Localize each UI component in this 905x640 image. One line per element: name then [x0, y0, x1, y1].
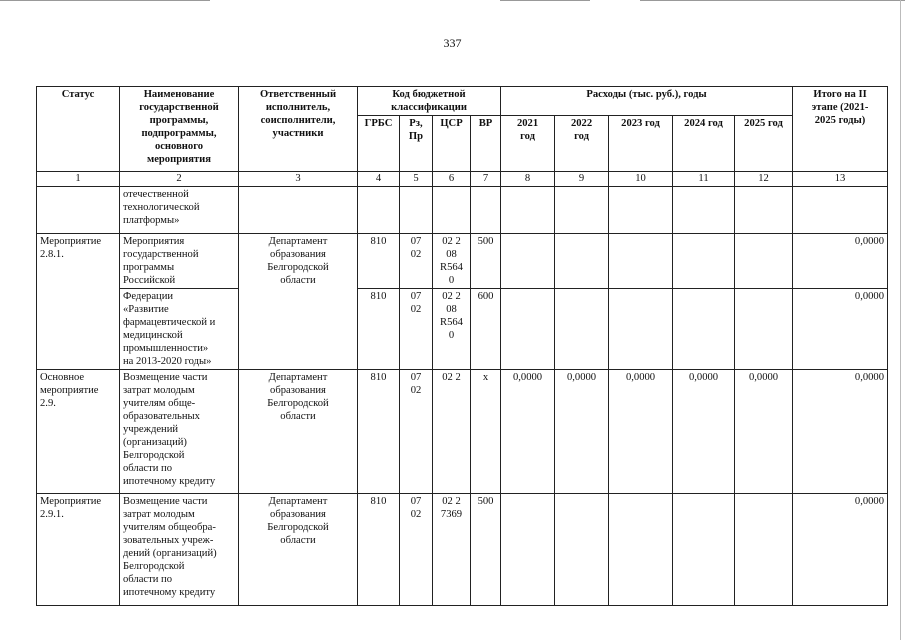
- status-cell: Основное мероприятие 2.9.: [37, 370, 120, 494]
- rz-pr-cell: 07 02: [400, 370, 433, 494]
- year-2024-cell: 0,0000: [673, 370, 735, 494]
- column-number: 8: [501, 172, 555, 187]
- header-expenses: Расходы (тыс. руб.), годы: [501, 87, 793, 116]
- rz-pr-cell: 07 02: [400, 234, 433, 289]
- column-number: 12: [735, 172, 793, 187]
- grbs-cell: 810: [358, 370, 400, 494]
- vr-cell: x: [471, 370, 501, 494]
- program-name-cell: Мероприятия государственной программы Российской: [120, 234, 239, 289]
- total-cell: 0,0000: [793, 289, 888, 370]
- year-2022-cell: 0,0000: [555, 370, 609, 494]
- vr-cell: 500: [471, 494, 501, 606]
- budget-table: [36, 86, 888, 606]
- scan-edge-line-right: [640, 0, 905, 1]
- grbs-cell: 810: [358, 289, 400, 370]
- total-cell: 0,0000: [793, 370, 888, 494]
- column-number: 4: [358, 172, 400, 187]
- header-year-2022: 2022 год: [555, 116, 609, 172]
- status-cell: Мероприятие 2.8.1.: [37, 234, 120, 370]
- header-row-1: [37, 87, 888, 116]
- executor-cell: Департамент образования Белгородской области: [239, 370, 358, 494]
- csr-cell: 02 2 08 R564 0: [433, 234, 471, 289]
- year-2023-cell: 0,0000: [609, 370, 673, 494]
- column-number: 2: [120, 172, 239, 187]
- column-number: 3: [239, 172, 358, 187]
- vr-cell: 500: [471, 234, 501, 289]
- executor-cell: Департамент образования Белгородской области: [239, 234, 358, 370]
- header-grbs: ГРБС: [358, 116, 400, 172]
- header-year-2021: 2021 год: [501, 116, 555, 172]
- header-total: Итого на II этапе (2021- 2025 годы): [793, 87, 888, 172]
- header-year-2023: 2023 год: [609, 116, 673, 172]
- program-name-cell: Возмещение части затрат молодым учителям общеобра- зовательных учреж- дений (организаций) Белгородской области по ипотечному кредиту: [120, 494, 239, 606]
- vr-cell: 600: [471, 289, 501, 370]
- header-status: Статус: [37, 87, 120, 172]
- column-number: 1: [37, 172, 120, 187]
- csr-cell: 02 2: [433, 370, 471, 494]
- scan-right-edge: [900, 0, 901, 640]
- table-row-2-9-1: [37, 494, 888, 606]
- header-year-2025: 2025 год: [735, 116, 793, 172]
- table-row-2-8-1-b: [37, 289, 888, 370]
- program-name-cell: Возмещение части затрат молодым учителям обще- образовательных учреждений (организаций) Белгородской области по ипотечному кредиту: [120, 370, 239, 494]
- column-number: 7: [471, 172, 501, 187]
- header-year-2024: 2024 год: [673, 116, 735, 172]
- year-2021-cell: 0,0000: [501, 370, 555, 494]
- page-number: 337: [443, 36, 462, 50]
- column-number-row: [37, 172, 888, 187]
- header-rz-pr: Рз, Пр: [400, 116, 433, 172]
- column-number: 11: [673, 172, 735, 187]
- header-executor: Ответственный исполнитель, соисполнители, участники: [239, 87, 358, 172]
- executor-cell: Департамент образования Белгородской области: [239, 494, 358, 606]
- csr-cell: 02 2 08 R564 0: [433, 289, 471, 370]
- column-number: 9: [555, 172, 609, 187]
- column-number: 10: [609, 172, 673, 187]
- column-number: 13: [793, 172, 888, 187]
- header-program-name: Наименование государственной программы, подпрограммы, основного мероприятия: [120, 87, 239, 172]
- grbs-cell: 810: [358, 494, 400, 606]
- header-budget-code: Код бюджетной классификации: [358, 87, 501, 116]
- column-number: 5: [400, 172, 433, 187]
- csr-cell: 02 2 7369: [433, 494, 471, 606]
- header-vr: ВР: [471, 116, 501, 172]
- scan-edge-line-mid: [500, 0, 590, 1]
- total-cell: 0,0000: [793, 234, 888, 289]
- total-cell: 0,0000: [793, 494, 888, 606]
- column-number: 6: [433, 172, 471, 187]
- rz-pr-cell: 07 02: [400, 494, 433, 606]
- scan-edge-line-left: [0, 0, 210, 1]
- grbs-cell: 810: [358, 234, 400, 289]
- rz-pr-cell: 07 02: [400, 289, 433, 370]
- table-row-2-8-1-a: [37, 234, 888, 289]
- table-row-2-9: [37, 370, 888, 494]
- table-row-continuation: [37, 187, 888, 234]
- header-csr: ЦСР: [433, 116, 471, 172]
- continuation-name: отечественной технологической платформы»: [120, 187, 239, 234]
- year-2025-cell: 0,0000: [735, 370, 793, 494]
- program-name-cell: Федерации «Развитие фармацевтической и медицинской промышленности» на 2013-2020 годы»: [120, 289, 239, 370]
- status-cell: Мероприятие 2.9.1.: [37, 494, 120, 606]
